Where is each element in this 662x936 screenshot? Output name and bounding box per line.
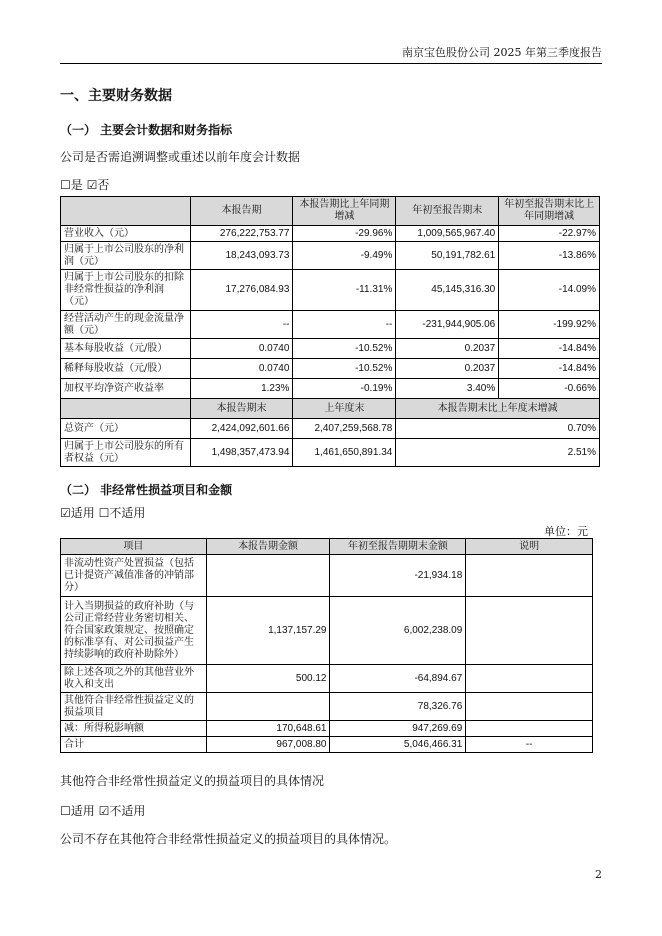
- restatement-options: ☐是 ☑否: [60, 178, 110, 192]
- table-header-cell: 说明: [466, 539, 593, 555]
- cell-value: -10.52%: [293, 359, 396, 379]
- cell-value: 45,145,316.30: [396, 270, 499, 311]
- row-label: 营业收入（元）: [61, 226, 191, 242]
- table-row: [61, 721, 593, 737]
- table-row: [61, 555, 593, 597]
- other-items-title: 其他符合非经常性损益定义的损益项目的具体情况: [60, 774, 325, 788]
- cell-value: --: [190, 311, 293, 339]
- cell-value: 6,002,238.09: [330, 597, 466, 665]
- row-label: 归属于上市公司股东的净利润（元）: [61, 242, 191, 270]
- cell-value: 1.23%: [190, 379, 293, 399]
- cell-value: -14.09%: [499, 270, 600, 311]
- cell-value: 17,276,084.93: [190, 270, 293, 311]
- table-header-cell: 本报告期金额: [206, 539, 330, 555]
- cell-value: 170,648.61: [206, 721, 330, 737]
- table-header-cell: [61, 399, 191, 419]
- table-row: [61, 439, 600, 467]
- table-header-row: [61, 539, 593, 555]
- table-row: [61, 339, 600, 359]
- section-title: 一、主要财务数据: [60, 88, 172, 104]
- table-header-cell: 本报告期: [190, 197, 293, 226]
- table-row: [61, 597, 593, 665]
- row-label: 归属于上市公司股东的所有者权益（元）: [61, 439, 191, 467]
- cell-value: 0.0740: [190, 339, 293, 359]
- cell-value: 0.2037: [396, 359, 499, 379]
- cell-value: 0.2037: [396, 339, 499, 359]
- cell-value: 947,269.69: [330, 721, 466, 737]
- subsection-title-2: （二） 非经常性损益项目和金额: [60, 483, 233, 497]
- table-header-cell: 本报告期末: [190, 399, 293, 419]
- table-header-cell: [61, 197, 191, 226]
- cell-value: -10.52%: [293, 339, 396, 359]
- table-row: [61, 242, 600, 270]
- cell-value: -13.86%: [499, 242, 600, 270]
- cell-value: 3.40%: [396, 379, 499, 399]
- cell-value: -14.84%: [499, 359, 600, 379]
- cell-value: --: [293, 311, 396, 339]
- page-header: 南京宝色股份公司 2025 年第三季度报告: [402, 46, 602, 59]
- table-row: [61, 311, 600, 339]
- restatement-question: 公司是否需追溯调整或重述以前年度会计数据: [60, 150, 301, 164]
- table-row: [61, 270, 600, 311]
- table-header-cell: 本报告期末比上年度末增减: [396, 399, 600, 419]
- cell-note: [466, 693, 593, 721]
- row-label: 合计: [61, 737, 207, 753]
- cell-note: [466, 665, 593, 693]
- cell-value: 18,243,093.73: [190, 242, 293, 270]
- cell-value: 276,222,753.77: [190, 226, 293, 242]
- table-row: [61, 226, 600, 242]
- table-header-cell: 年初至报告期末: [396, 197, 499, 226]
- cell-value: [206, 693, 330, 721]
- cell-note: [466, 721, 593, 737]
- cell-value: 2.51%: [396, 439, 600, 467]
- cell-value: 0.0740: [190, 359, 293, 379]
- cell-value: -21,934.18: [330, 555, 466, 597]
- page-number: 2: [595, 868, 602, 881]
- table-row: [61, 737, 593, 753]
- row-label: 其他符合非经常性损益定义的损益项目: [61, 693, 207, 721]
- cell-note: [466, 597, 593, 665]
- non-recurring-table: [60, 538, 593, 753]
- cell-value: 1,137,157.29: [206, 597, 330, 665]
- table-header-cell: 项目: [61, 539, 207, 555]
- cell-note: [466, 555, 593, 597]
- table-header-cell: 年初至报告期末比上年同期增减: [499, 197, 600, 226]
- row-label: 稀释每股收益（元/股）: [61, 359, 191, 379]
- unit-label: 单位：元: [544, 525, 588, 538]
- cell-value: -0.19%: [293, 379, 396, 399]
- row-label: 加权平均净资产收益率: [61, 379, 191, 399]
- cell-value: 2,424,092,601.66: [190, 419, 293, 439]
- applicable-options: ☑适用 ☐不适用: [60, 506, 146, 520]
- row-label: 经营活动产生的现金流量净额（元）: [61, 311, 191, 339]
- row-label: 非流动性资产处置损益（包括已计提资产减值准备的冲销部分）: [61, 555, 207, 597]
- table-header-cell: 本报告期比上年同期增减: [293, 197, 396, 226]
- cell-value: 1,461,650,891.34: [293, 439, 396, 467]
- table-header-cell: 上年度末: [293, 399, 396, 419]
- cell-value: -231,944,905.06: [396, 311, 499, 339]
- cell-value: 967,008.80: [206, 737, 330, 753]
- cell-value: -14.84%: [499, 339, 600, 359]
- cell-value: -29.96%: [293, 226, 396, 242]
- cell-note: --: [466, 737, 593, 753]
- cell-value: -64,894.67: [330, 665, 466, 693]
- cell-value: -22.97%: [499, 226, 600, 242]
- cell-value: 2,407,259,568.78: [293, 419, 396, 439]
- row-label: 减：所得税影响额: [61, 721, 207, 737]
- cell-value: -11.31%: [293, 270, 396, 311]
- row-label: 总资产（元）: [61, 419, 191, 439]
- cell-value: [206, 555, 330, 597]
- key-financial-table: [60, 196, 600, 467]
- table-row: [61, 665, 593, 693]
- row-label: 除上述各项之外的其他营业外收入和支出: [61, 665, 207, 693]
- cell-value: -9.49%: [293, 242, 396, 270]
- table-row: [61, 693, 593, 721]
- row-label: 计入当期损益的政府补助（与公司正常经营业务密切相关、符合国家政策规定、按照确定的标准享有、对公司损益产生持续影响的政府补助除外）: [61, 597, 207, 665]
- table-header-row: [61, 197, 600, 226]
- row-label: 归属于上市公司股东的扣除非经常性损益的净利润（元）: [61, 270, 191, 311]
- cell-value: 500.12: [206, 665, 330, 693]
- cell-value: 78,326.76: [330, 693, 466, 721]
- cell-value: 5,046,466.31: [330, 737, 466, 753]
- cell-value: 1,498,357,473.94: [190, 439, 293, 467]
- cell-value: 50,191,782.61: [396, 242, 499, 270]
- other-items-options: ☐适用 ☑不适用: [60, 804, 146, 818]
- table-row: [61, 379, 600, 399]
- row-label: 基本每股收益（元/股）: [61, 339, 191, 359]
- cell-value: -199.92%: [499, 311, 600, 339]
- table-row: [61, 359, 600, 379]
- cell-value: 0.70%: [396, 419, 600, 439]
- cell-value: 1,009,565,967.40: [396, 226, 499, 242]
- table-row: [61, 419, 600, 439]
- table-header-row: [61, 399, 600, 419]
- header-rule: [60, 63, 602, 64]
- subsection-title-1: （一） 主要会计数据和财务指标: [60, 123, 233, 137]
- table-header-cell: 年初至报告期期末金额: [330, 539, 466, 555]
- cell-value: -0.66%: [499, 379, 600, 399]
- other-items-statement: 公司不存在其他符合非经常性损益定义的损益项目的具体情况。: [60, 832, 397, 846]
